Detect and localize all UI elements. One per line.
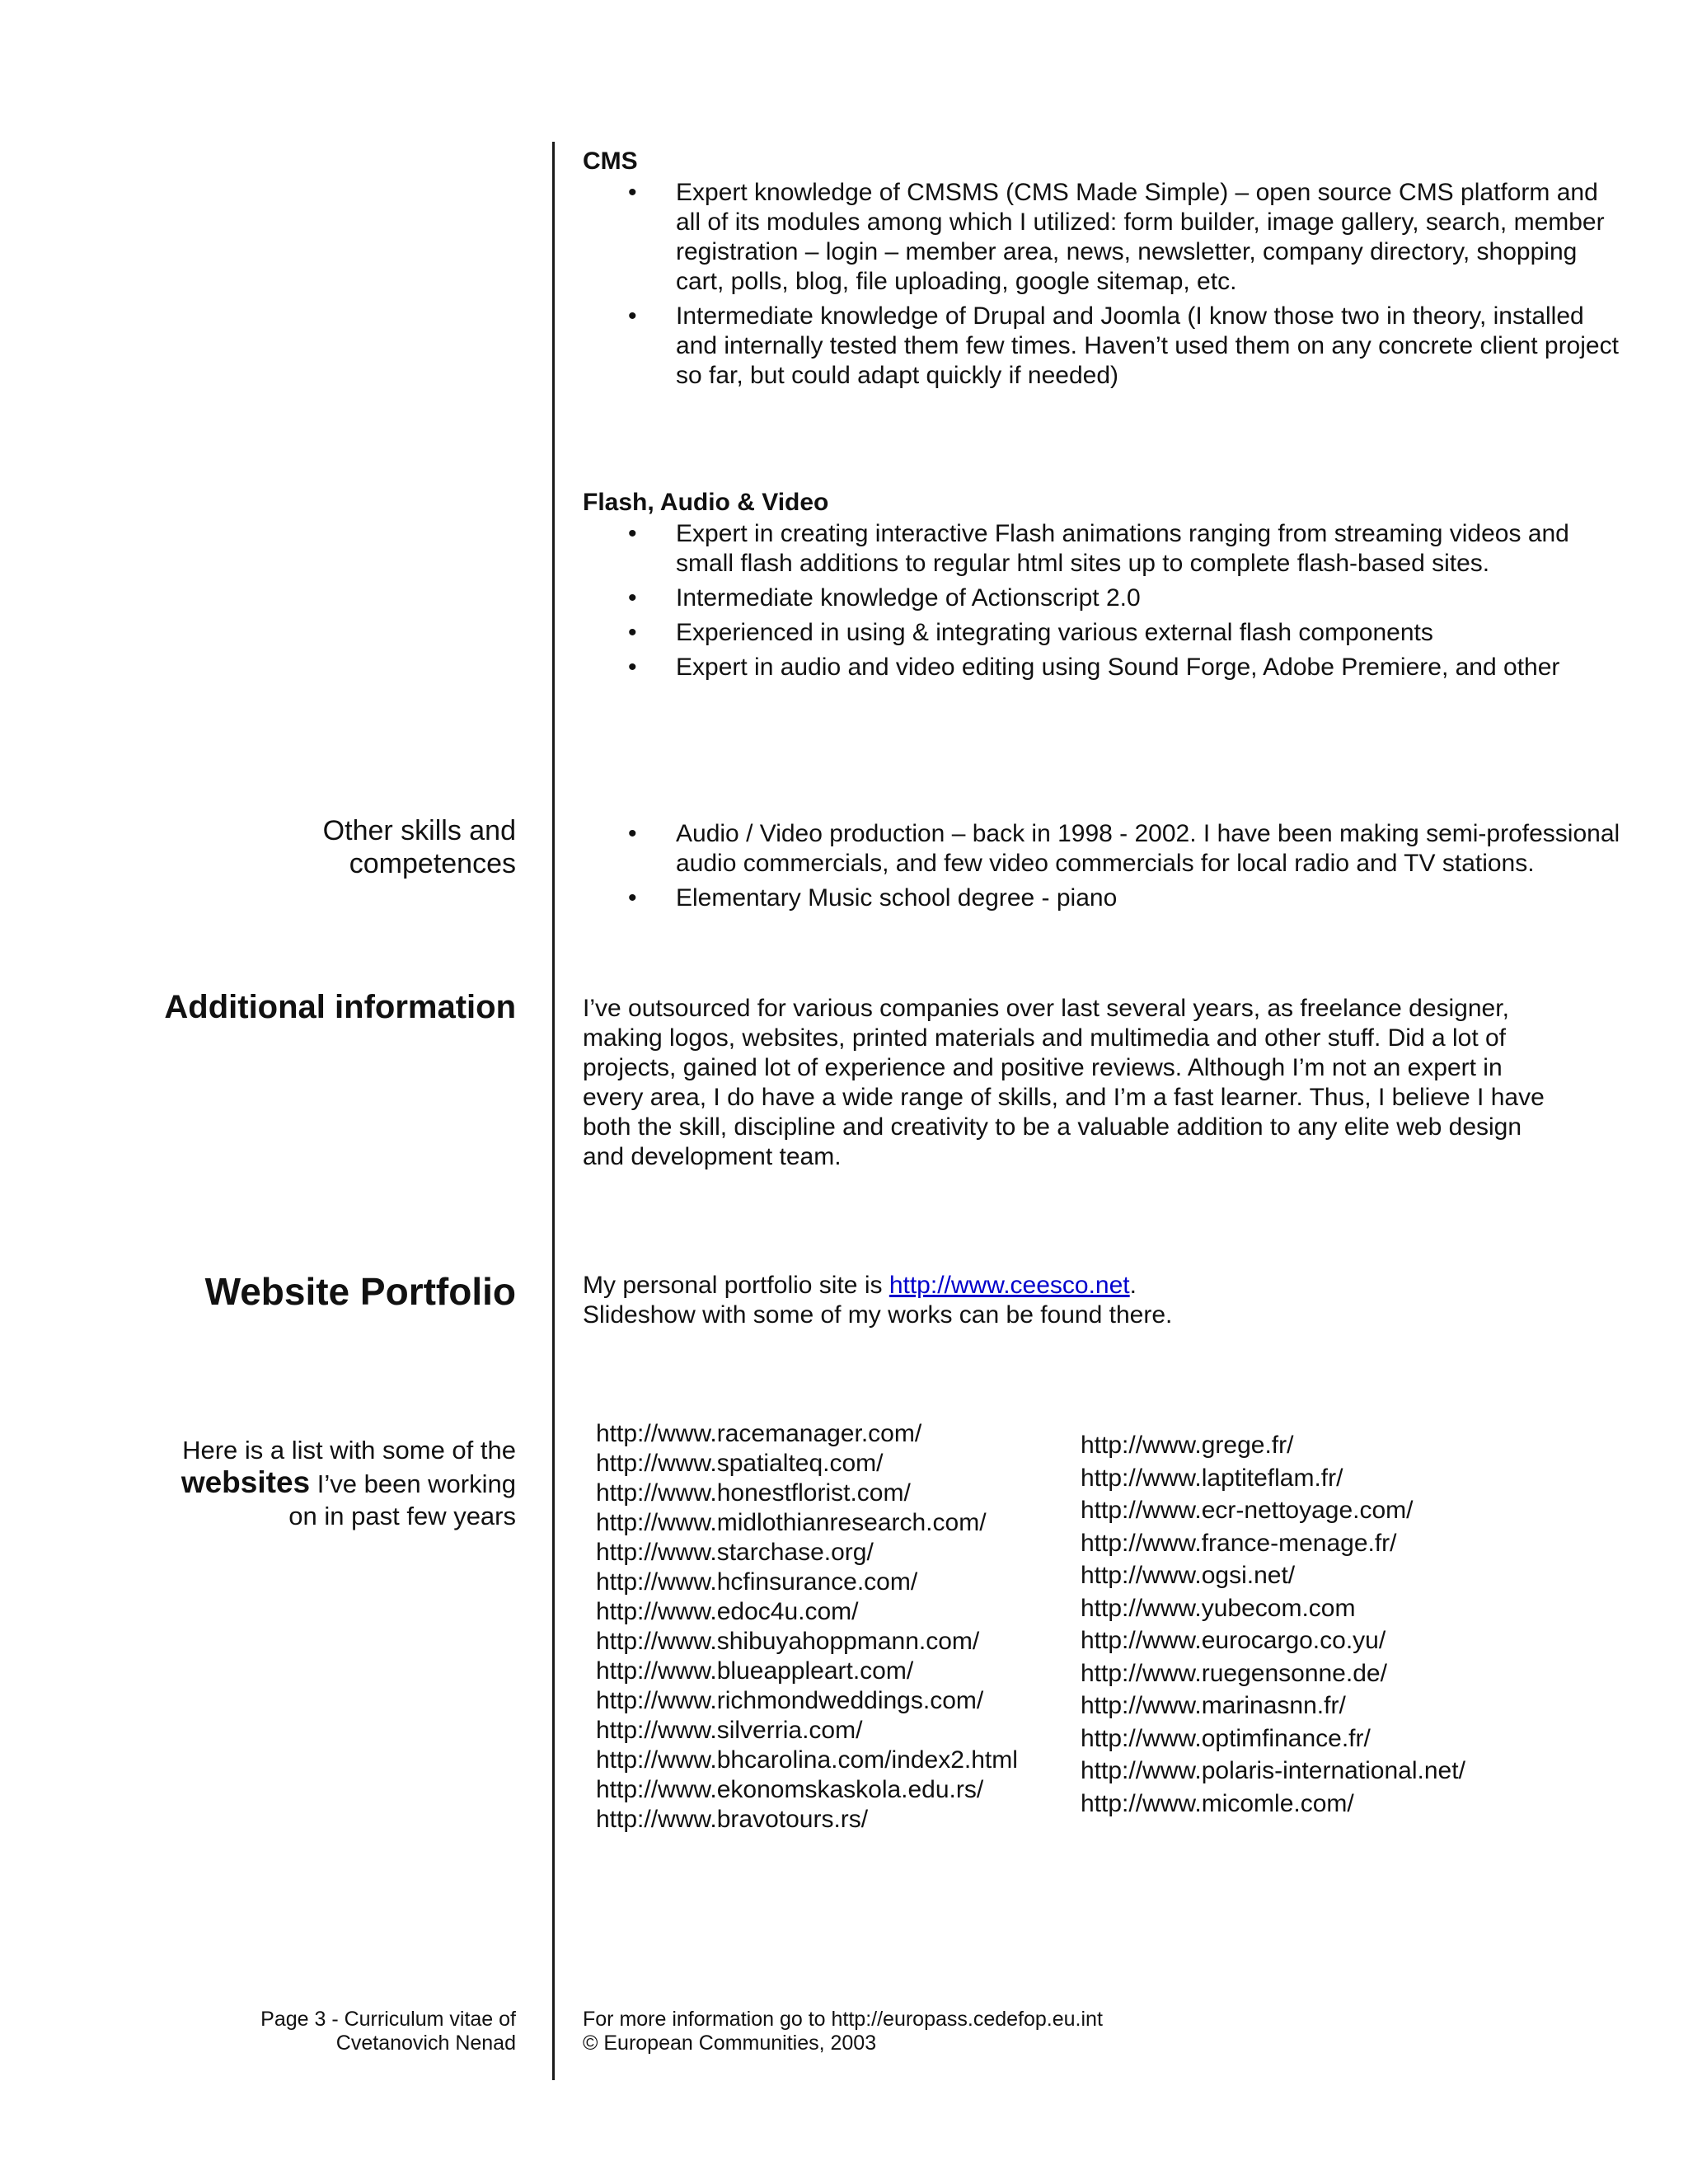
websites-label [54,1434,516,1532]
list-item: http://www.ekonomskaskola.edu.rs/ [596,1776,984,1803]
list-item: • Intermediate knowledge of Drupal and Joomla (I know those two in theory, installed and internally tested them few times. Haven’t used them on any concrete client project so far, but could adapt quickly if needed) [583,302,1624,391]
list-item: • Experienced in using & integrating various external flash components [583,618,1624,648]
list-item: http://www.silverria.com/ [596,1717,863,1744]
footer-copyright: © European Communities, 2003 [583,2032,877,2055]
list-item: http://www.eurocargo.co.yu/ [1081,1627,1386,1654]
list-item: http://www.honestflorist.com/ [596,1479,911,1507]
list-item: http://www.starchase.org/ [596,1539,874,1566]
footer-page-info: Page 3 - Curriculum vitae of [260,2008,516,2031]
list-item: http://www.ogsi.net/ [1081,1562,1296,1589]
list-item: http://www.laptiteflam.fr/ [1081,1464,1343,1492]
other-skills-label [54,814,516,880]
websites-label-line2 [54,1466,516,1500]
footer-more-info: For more information go to http://europass.cedefop.eu.int [583,2008,1103,2031]
footer-left [54,2008,516,2055]
list-item: http://www.racemanager.com/ [596,1420,922,1447]
websites-label-line3: on in past few years [288,1502,516,1530]
websites-column-2 [1081,1429,1465,1820]
other-skills-list [583,819,1624,913]
flash-section [583,486,1624,687]
list-item: http://www.bravotours.rs/ [596,1806,869,1833]
list-item: http://www.midlothianresearch.com/ [596,1509,987,1536]
flash-title: Flash, Audio & Video [583,489,829,516]
list-item: http://www.ecr-nettoyage.com/ [1081,1497,1414,1524]
other-skills-section [583,819,1624,918]
footer-author: Cvetanovich Nenad [335,2032,516,2055]
list-item: http://www.ruegensonne.de/ [1081,1659,1387,1687]
other-skills-label-line2: competences [349,848,516,879]
websites-label-part2: I’ve been working [310,1469,516,1498]
list-item: http://www.marinasnn.fr/ [1081,1692,1346,1719]
list-item: • Audio / Video production – back in 1998 - 2002. I have been making semi-professional audio commercials, and few video commercials for local radio and TV stations. [583,819,1624,879]
other-skills-label-line1: Other skills and [322,815,516,846]
list-item: http://www.blueappleart.com/ [596,1657,914,1685]
list-item: http://www.spatialteq.com/ [596,1450,884,1477]
portfolio-text [583,1271,1555,1330]
column-divider [552,142,555,2080]
additional-info-heading: Additional information [164,989,516,1025]
list-item: http://www.optimfinance.fr/ [1081,1724,1371,1752]
websites-label-line1: Here is a list with some of the [182,1436,516,1465]
list-item: http://www.france-menage.fr/ [1081,1529,1397,1557]
list-item: http://www.hcfinsurance.com/ [596,1568,918,1596]
cms-title: CMS [583,148,638,175]
list-item: http://www.grege.fr/ [1081,1432,1294,1459]
cms-section [583,145,1624,396]
list-item: • Intermediate knowledge of Actionscript 2.0 [583,583,1624,613]
list-item: http://www.yubecom.com [1081,1594,1356,1622]
portfolio-line2: Slideshow with some of my works can be found there. [583,1301,1173,1329]
footer-right [583,2008,1103,2055]
list-item: http://www.edoc4u.com/ [596,1598,859,1625]
list-item: • Elementary Music school degree - piano [583,883,1624,913]
list-item: http://www.micomle.com/ [1081,1789,1354,1817]
portfolio-heading: Website Portfolio [204,1270,516,1313]
additional-info-text [583,994,1555,1172]
portfolio-text-after: . [1129,1272,1137,1299]
websites-column-1 [596,1419,1018,1835]
list-item: • Expert in creating interactive Flash animations ranging from streaming videos and small flash additions to regular html sites up to complete flash-based sites. [583,519,1624,579]
additional-info-paragraph: I’ve outsourced for various companies over last several years, as freelance designer, making logos, websites, printed materials and multimedia and other stuff. Did a lot of projects, gained lot of experience and positive reviews. Although I’m not an expert in every area, I do have a wide range of skills, and I’m a fast learner. Thus, I believe I have both the skill, discipline and creativity to be a valuable addition to any elite web design and development team. [583,995,1545,1170]
portfolio-link[interactable]: http://www.ceesco.net [889,1272,1130,1299]
list-item: http://www.shibuyahoppmann.com/ [596,1628,980,1655]
cms-list [583,178,1624,391]
list-item: http://www.bhcarolina.com/index2.html [596,1746,1018,1774]
websites-label-bold: websites [181,1465,311,1499]
flash-list [583,519,1624,682]
list-item: • Expert knowledge of CMSMS (CMS Made Simple) – open source CMS platform and all of its modules among which I utilized: form builder, image gallery, search, member registration – login – member area, news, newsletter, company directory, shopping cart, polls, blog, file uploading, google sitemap, etc. [583,178,1624,297]
list-item: http://www.polaris-international.net/ [1081,1757,1465,1784]
list-item: http://www.richmondweddings.com/ [596,1687,984,1714]
portfolio-text-before: My personal portfolio site is [583,1272,889,1299]
list-item: • Expert in audio and video editing using Sound Forge, Adobe Premiere, and other [583,653,1624,682]
